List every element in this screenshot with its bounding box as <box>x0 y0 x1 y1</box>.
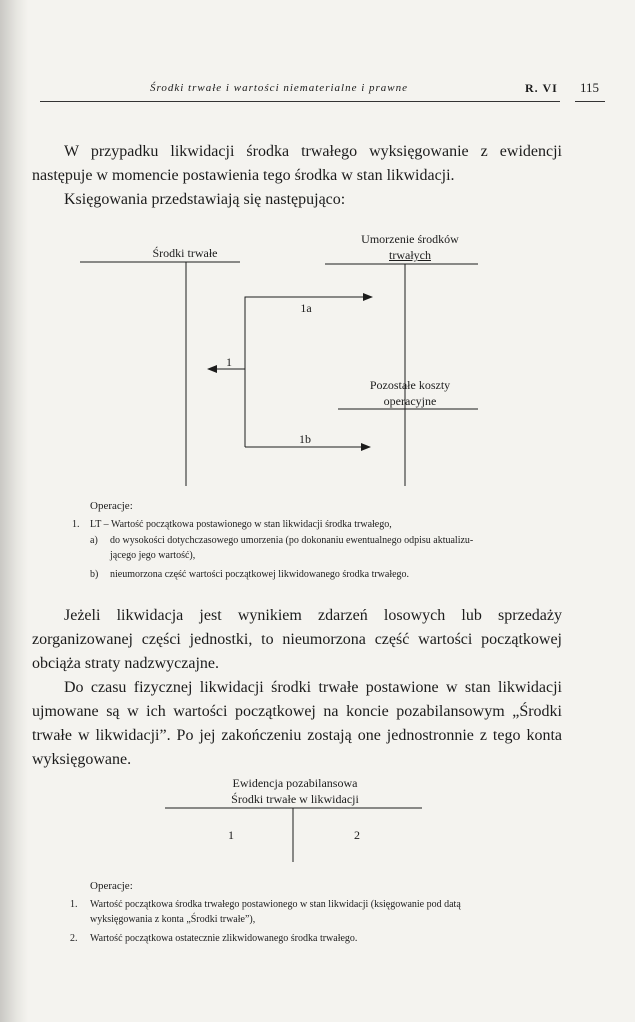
operations-title-2: Operacje: <box>90 880 133 892</box>
offbalance-credit-label: 2 <box>354 828 360 842</box>
note1-item1a-text-2: jącego jego wartość), <box>110 550 196 561</box>
running-header: Środki trwałe i wartości niematerialne i prawne <box>150 82 409 94</box>
note2-item1-text-1: Wartość początkowa środka trwałego postawionego w stan likwidacji (księgowanie pod datą <box>90 899 461 910</box>
note1-item1a-letter: a) <box>90 535 98 546</box>
offbalance-title-1: Ewidencja pozabilansowa <box>232 776 358 790</box>
paragraph-liquidation: W przypadku likwidacji środka trwałego wyksięgowanie z ewidencji następuje w momencie postawienia tego środka w stan likwidacji. <box>32 143 562 184</box>
other-costs-account-label-2: operacyjne <box>383 394 437 408</box>
paragraph-losses: Jeżeli likwidacja jest wynikiem zdarzeń losowych lub sprzedaży zorganizowanej części jednostki, to nieumorzona część wartości początkowej obciąża straty nadzwyczajne. <box>32 607 562 672</box>
flow-1a-arrow <box>245 297 372 436</box>
paragraph-offbalance: Do czasu fizycznej likwidacji środki trwałe postawione w stan likwidacji ujmowane są w ich wartości początkowej na koncie pozabilansowym „Środki trwałe w likwidacji”. Po jej zakończeniu zostają one jednostronnie z tego konta wyksięgowane. <box>32 679 562 768</box>
paragraph-entries-intro: Księgowania przedstawiają się następująco: <box>64 191 346 208</box>
note1-item1b-text: nieumorzona część wartości początkowej likwidowanego środka trwałego. <box>110 569 410 580</box>
note2-item2-number: 2. <box>70 933 78 944</box>
note1-item1-number: 1. <box>72 519 80 530</box>
offbalance-title-2: Środki trwałe w likwidacji <box>231 792 359 806</box>
fixed-assets-account-label: Środki trwałe <box>152 246 218 260</box>
header-rule <box>40 101 560 102</box>
flow-1a-label: 1a <box>300 301 312 315</box>
flow-1b-label: 1b <box>299 432 311 446</box>
depreciation-account-label-2: trwałych <box>389 248 431 262</box>
header-rule-page <box>575 101 605 102</box>
note1-item1b-letter: b) <box>90 569 99 580</box>
chapter-label: R. VI <box>525 81 558 95</box>
other-costs-account-label-1: Pozostałe koszty <box>369 378 451 392</box>
page-edge-shadow <box>0 0 28 1022</box>
note1-item1a-text-1: do wysokości dotychczasowego umorzenia (po dokonaniu ewentualnego odpisu aktualizu- <box>110 535 474 546</box>
note2-item2-text: Wartość początkowa ostatecznie zlikwidowanego środka trwałego. <box>90 933 358 944</box>
offbalance-debit-label: 1 <box>228 828 234 842</box>
note1-item1-text: LT – Wartość początkowa postawionego w stan likwidacji środka trwałego, <box>90 519 392 530</box>
depreciation-account-label-1: Umorzenie środków <box>361 232 459 246</box>
note2-item1-number: 1. <box>70 899 78 910</box>
flow-1-label: 1 <box>226 355 232 369</box>
operations-title-1: Operacje: <box>90 500 133 512</box>
page-number: 115 <box>580 80 600 95</box>
note2-item1-text-2: wyksięgowania z konta „Środki trwałe”), <box>90 914 256 925</box>
